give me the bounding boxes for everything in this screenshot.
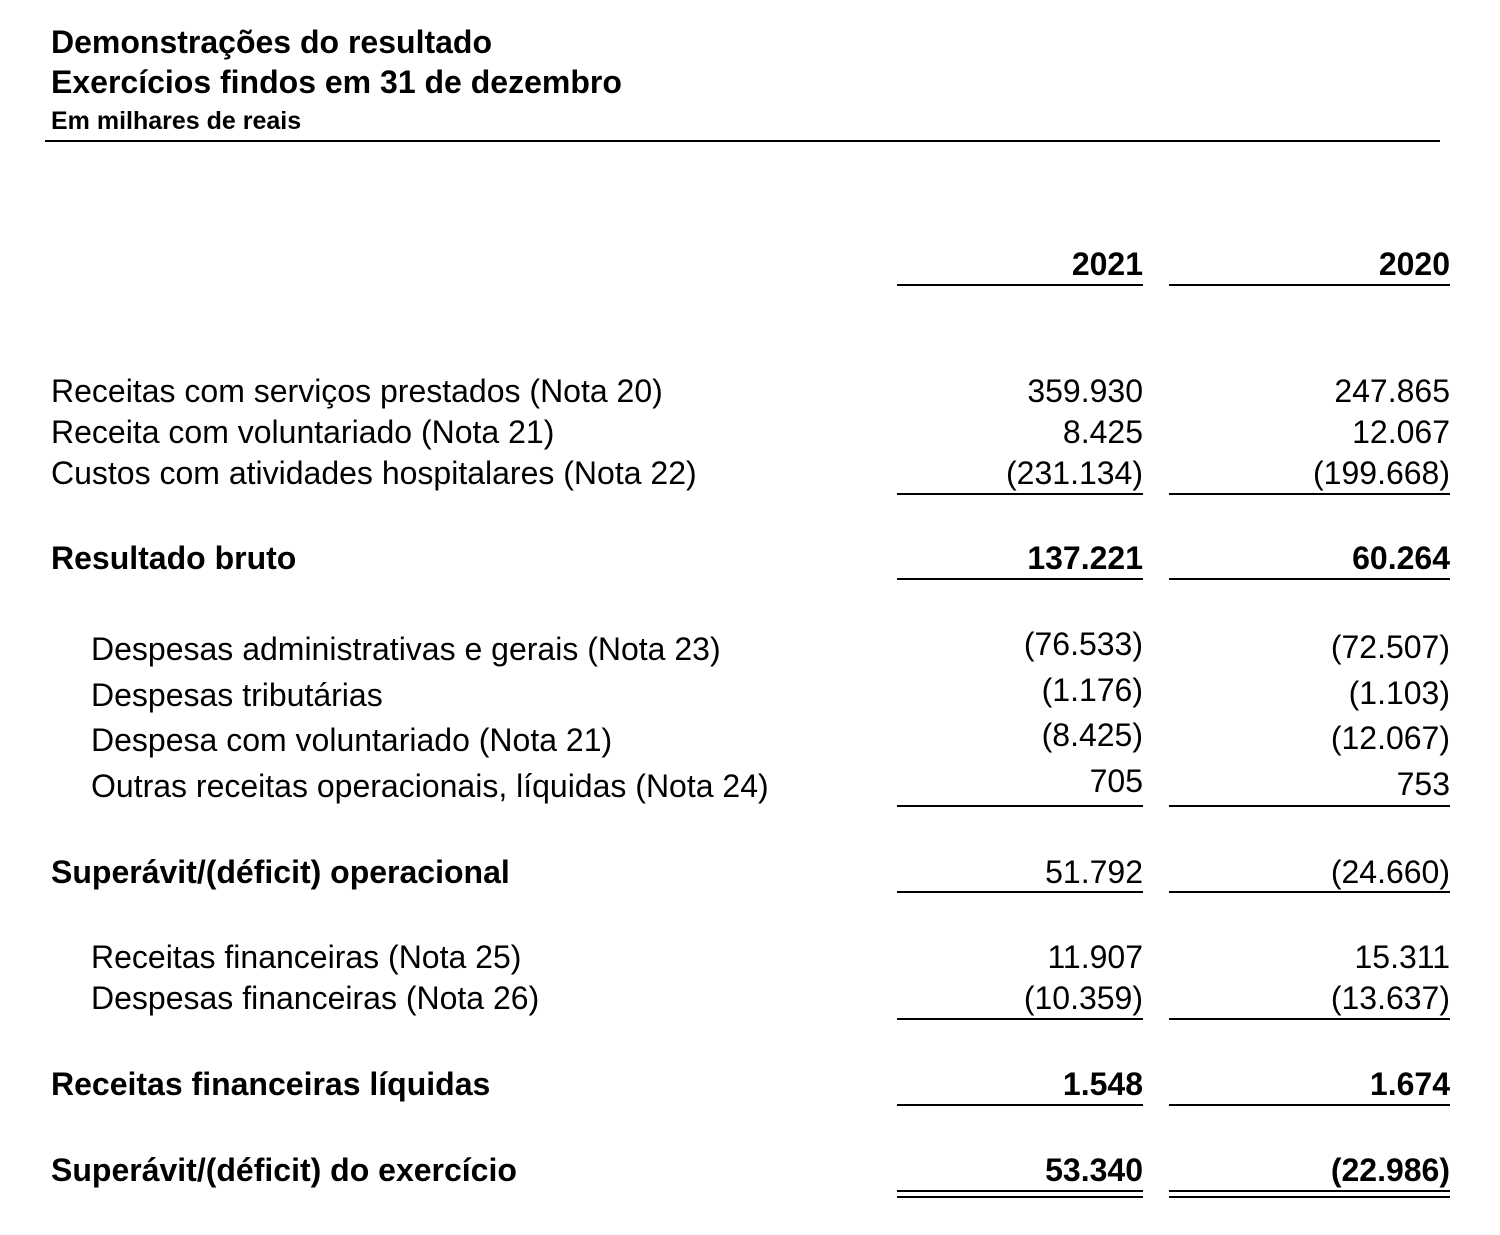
statement-title: Demonstrações do resultado (51, 24, 492, 60)
row-label-superavit-exercicio: Superávit/(déficit) do exercício (51, 1152, 517, 1188)
subtotal-rule (1169, 805, 1450, 807)
total-double-rule (897, 1196, 1143, 1198)
column-header-rule (897, 284, 1143, 286)
row-value-2020: (13.637) (1330, 980, 1450, 1016)
header-rule (45, 140, 1440, 142)
row-value-2020: (199.668) (1313, 455, 1450, 491)
column-header-2020: 2020 (1378, 246, 1450, 282)
row-value-2021: 51.792 (1045, 854, 1143, 890)
row-label-receitas-servicos: Receitas com serviços prestados (Nota 20) (51, 373, 663, 409)
row-value-2020: 753 (1396, 766, 1450, 802)
row-label-superavit-operacional: Superávit/(déficit) operacional (51, 854, 510, 890)
row-value-2020: (12.067) (1330, 720, 1450, 756)
row-label-despesas-financeiras: Despesas financeiras (Nota 26) (91, 980, 540, 1016)
row-label-outras-receitas: Outras receitas operacionais, líquidas (Nota 24) (91, 768, 769, 804)
row-label-custos-hospitalares: Custos com atividades hospitalares (Nota 22) (51, 455, 697, 491)
row-value-2021: 11.907 (1047, 939, 1143, 975)
column-header-2021: 2021 (1071, 246, 1143, 282)
subtotal-rule (1169, 1104, 1450, 1106)
statement-period: Exercícios findos em 31 de dezembro (51, 64, 622, 100)
subtotal-rule (1169, 1018, 1450, 1020)
row-label-receitas-financeiras-liquidas: Receitas financeiras líquidas (51, 1066, 491, 1102)
subtotal-rule (897, 805, 1143, 807)
row-value-2020: 1.674 (1369, 1066, 1450, 1102)
total-double-rule (1169, 1190, 1450, 1192)
row-value-2020: (72.507) (1330, 629, 1450, 665)
row-value-2020: 60.264 (1352, 540, 1450, 576)
subtotal-rule (897, 1018, 1143, 1020)
row-value-2020: (24.660) (1330, 854, 1450, 890)
row-value-2021: (1.176) (1041, 672, 1143, 708)
row-value-2021: (10.359) (1023, 980, 1143, 1016)
row-value-2021: (231.134) (1006, 455, 1143, 491)
row-value-2020: 247.865 (1334, 373, 1450, 409)
row-value-2020: (1.103) (1348, 675, 1450, 711)
row-label-receitas-financeiras: Receitas financeiras (Nota 25) (91, 939, 522, 975)
row-value-2021: 53.340 (1045, 1152, 1143, 1188)
row-value-2020: 15.311 (1354, 939, 1450, 975)
row-label-despesa-voluntariado: Despesa com voluntariado (Nota 21) (91, 722, 613, 758)
row-value-2020: 12.067 (1352, 414, 1450, 450)
row-value-2021: 137.221 (1027, 540, 1143, 576)
row-value-2020: (22.986) (1330, 1152, 1450, 1188)
row-label-receita-voluntariado: Receita com voluntariado (Nota 21) (51, 414, 555, 450)
subtotal-rule (897, 493, 1143, 495)
row-value-2021: (76.533) (1023, 626, 1143, 662)
subtotal-rule (897, 891, 1143, 893)
row-value-2021: (8.425) (1041, 717, 1143, 753)
subtotal-rule (1169, 578, 1450, 580)
row-label-despesas-tributarias: Despesas tributárias (91, 677, 383, 713)
statement-units: Em milhares de reais (51, 107, 302, 135)
row-label-despesas-administrativas: Despesas administrativas e gerais (Nota 23) (91, 631, 721, 667)
total-double-rule (897, 1190, 1143, 1192)
total-double-rule (1169, 1196, 1450, 1198)
row-value-2021: 8.425 (1062, 414, 1143, 450)
row-value-2021: 1.548 (1062, 1066, 1143, 1102)
subtotal-rule (897, 578, 1143, 580)
subtotal-rule (897, 1104, 1143, 1106)
subtotal-rule (1169, 493, 1450, 495)
row-label-resultado-bruto: Resultado bruto (51, 540, 297, 576)
subtotal-rule (1169, 891, 1450, 893)
row-value-2021: 705 (1089, 763, 1143, 799)
column-header-rule (1169, 284, 1450, 286)
row-value-2021: 359.930 (1027, 373, 1143, 409)
